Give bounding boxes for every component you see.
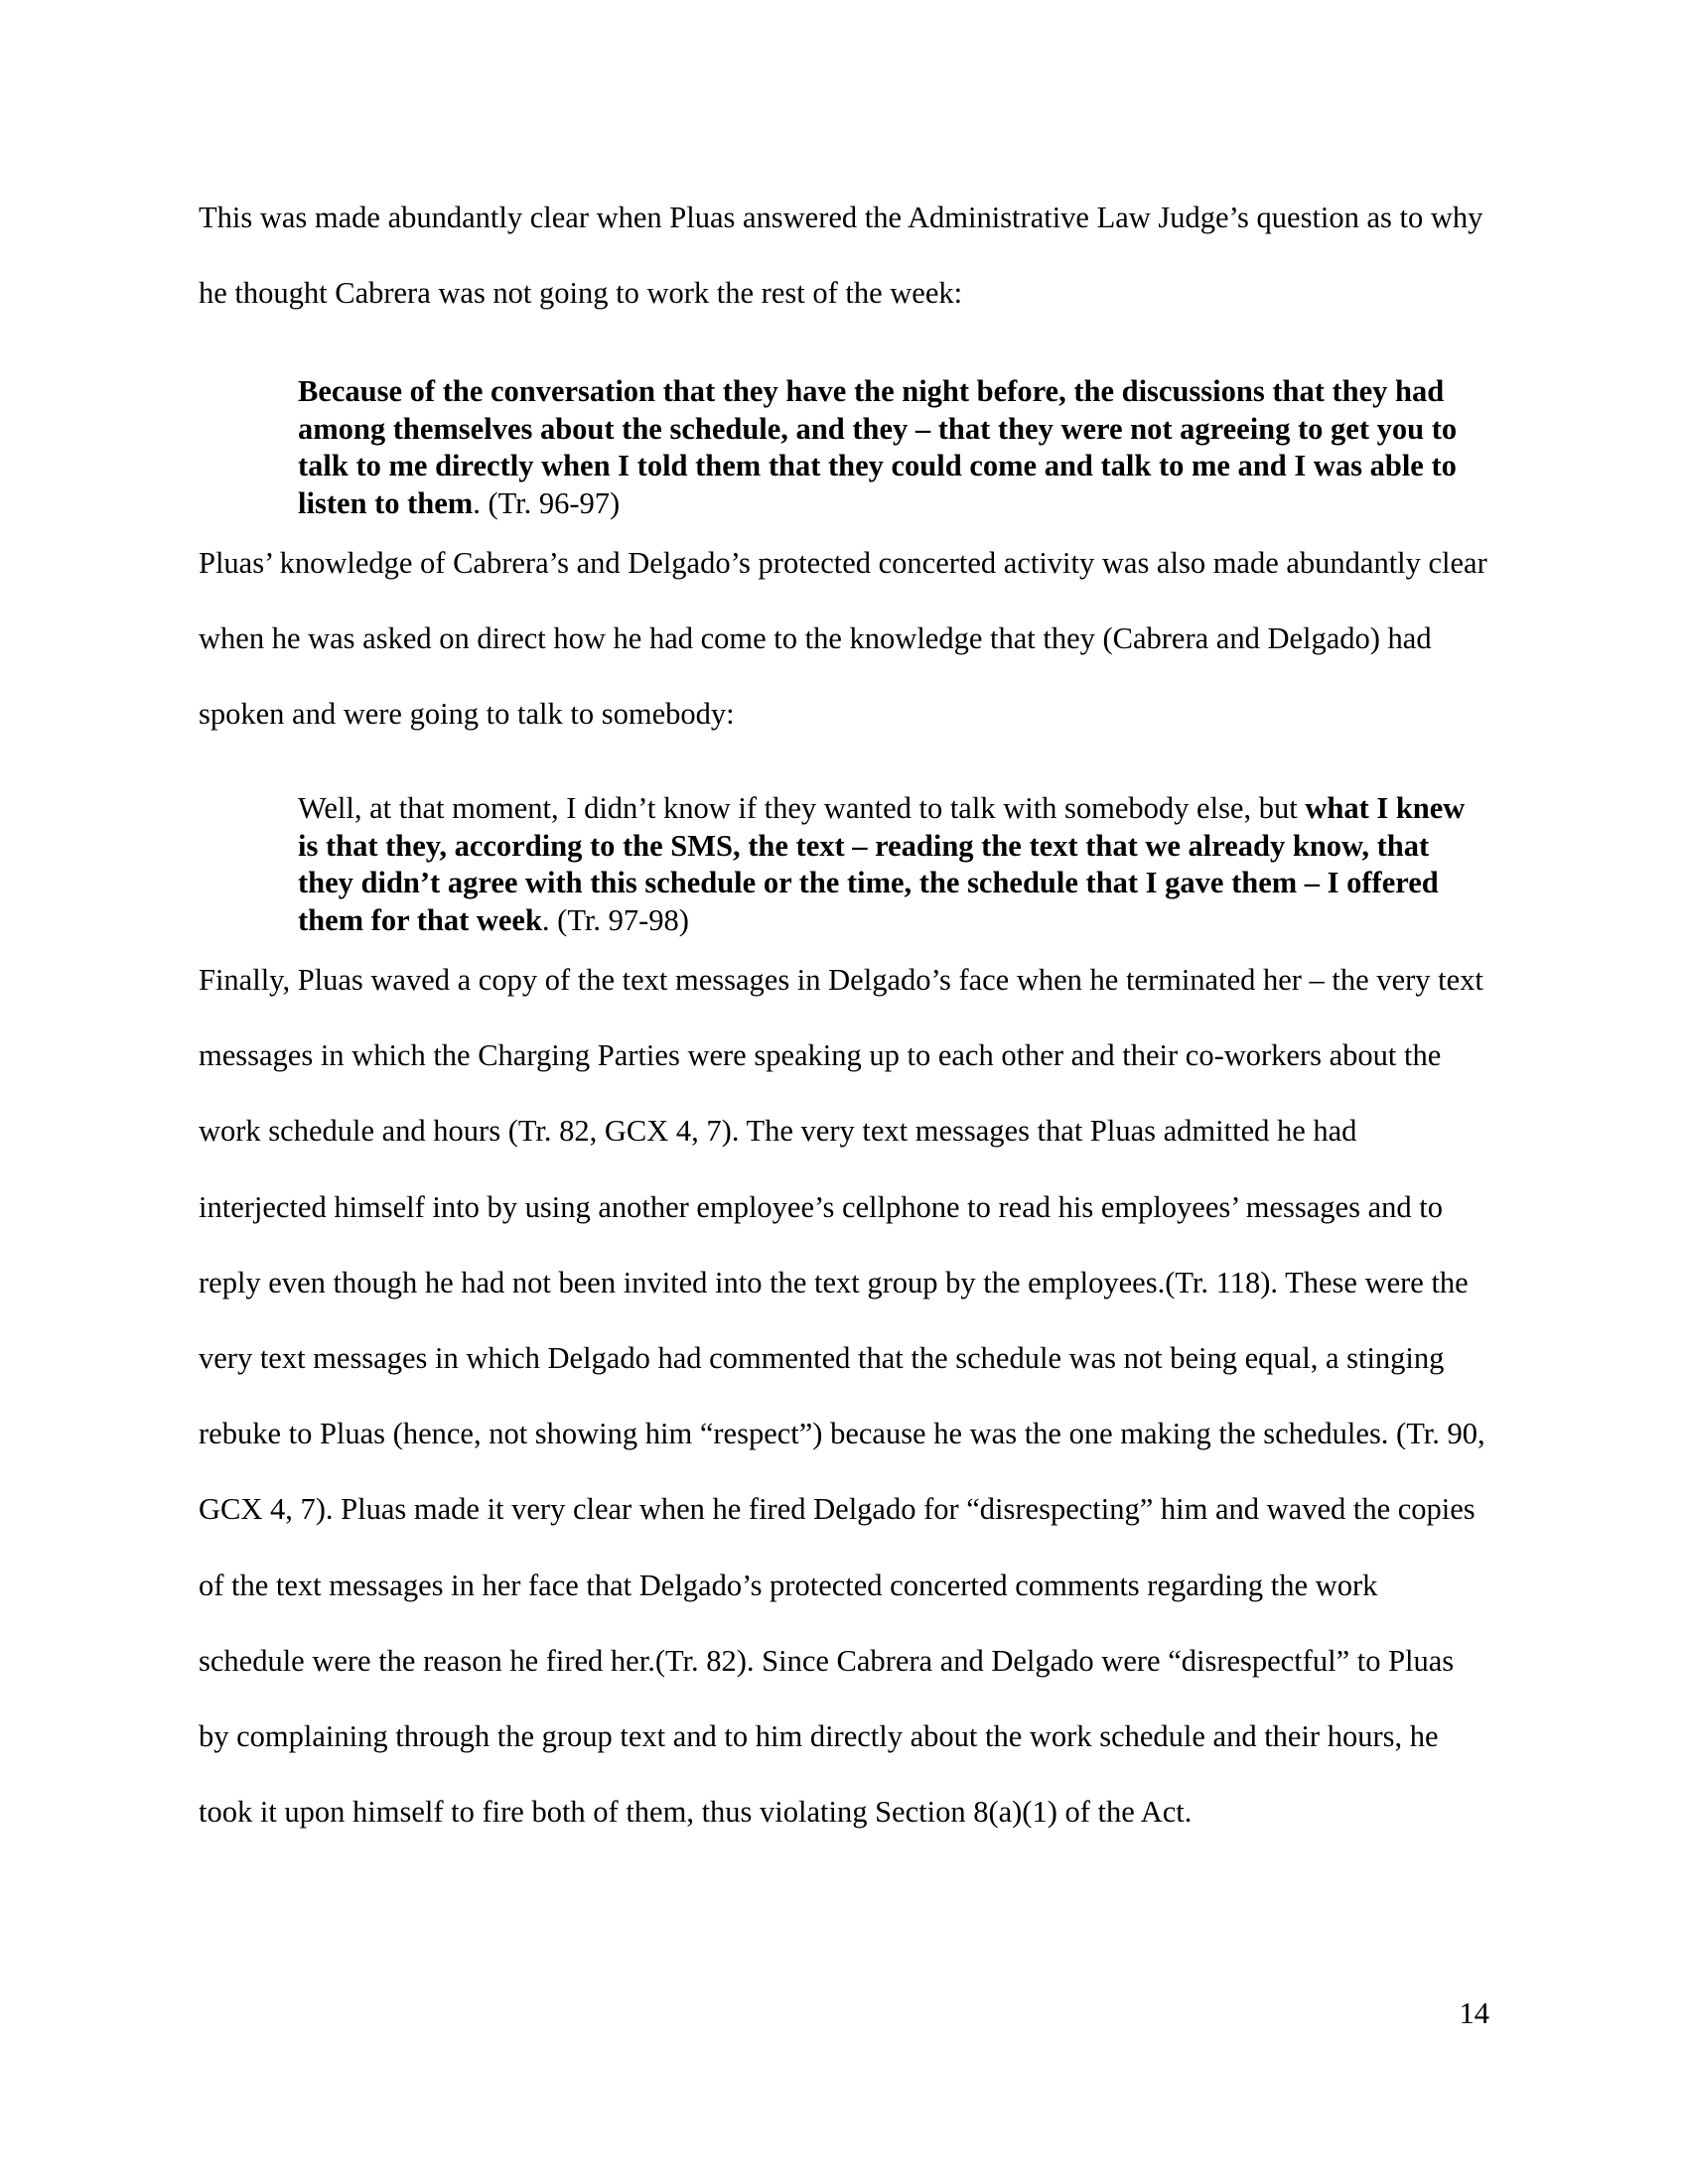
block-quote-bold-text: Because of the conversation that they have the night before, the discussions that they had among themselves about the schedule, and they – that they were not agreeing to get you to talk to me directly when I told them that they could come and talk to me and I was able to listen to them (298, 374, 1458, 520)
block-quote-citation: . (Tr. 97-98) (541, 902, 689, 937)
paragraph-knowledge: Pluas’ knowledge of Cabrera’s and Delgado’s protected concerted activity was also made abundantly clear when he was asked on direct how he had come to the knowledge that they (Cabrera and Delgado) had spoken and were going to talk to somebody: (199, 546, 1487, 732)
block-quote-plain-text: Well, at that moment, I didn’t know if they wanted to talk with somebody else, but (298, 791, 1306, 825)
paragraph-finally: Finally, Pluas waved a copy of the text messages in Delgado’s face when he terminated her – the very text messages in which the Charging Parties were speaking up to each other and their co-workers about the work schedule and hours (Tr. 82, GCX 4, 7). The very text messages that Pluas admitted he had interjected himself into by using another employee’s cellphone to read his employees’ messages and to reply even though he had not been invited into the text group by the employees.(Tr. 118). These were the very text messages in which Delgado had commented that the schedule was not being equal, a stinging rebuke to Pluas (hence, not showing him “respect”) because he was the one making the schedules. (Tr. 90, GCX 4, 7). Pluas made it very clear when he fired Delgado for “disrespecting” him and waved the copies of the text messages in her face that Delgado’s protected concerted comments regarding the work schedule were the reason he fired her.(Tr. 82). Since Cabrera and Delgado were “disrespectful” to Pluas by complaining through the group text and to him directly about the work schedule and their hours, he took it upon himself to fire both of them, thus violating Section 8(a)(1) of the Act. (199, 963, 1485, 1830)
block-quote-citation: . (Tr. 96-97) (473, 485, 621, 520)
block-quote-cabrera (298, 373, 1489, 522)
paragraph-intro: This was made abundantly clear when Pluas answered the Administrative Law Judge’s question as to why he thought Cabrera was not going to work the rest of the week: (199, 201, 1483, 311)
block-quote-sms (298, 790, 1489, 939)
page-number: 14 (1459, 1996, 1489, 2030)
block-quote-bold-text: what I knew is that they, according to the SMS, the text – reading the text that we already know, that they didn’t agree with this schedule or the time, the schedule that I gave them – I offered them for that week (298, 791, 1466, 937)
